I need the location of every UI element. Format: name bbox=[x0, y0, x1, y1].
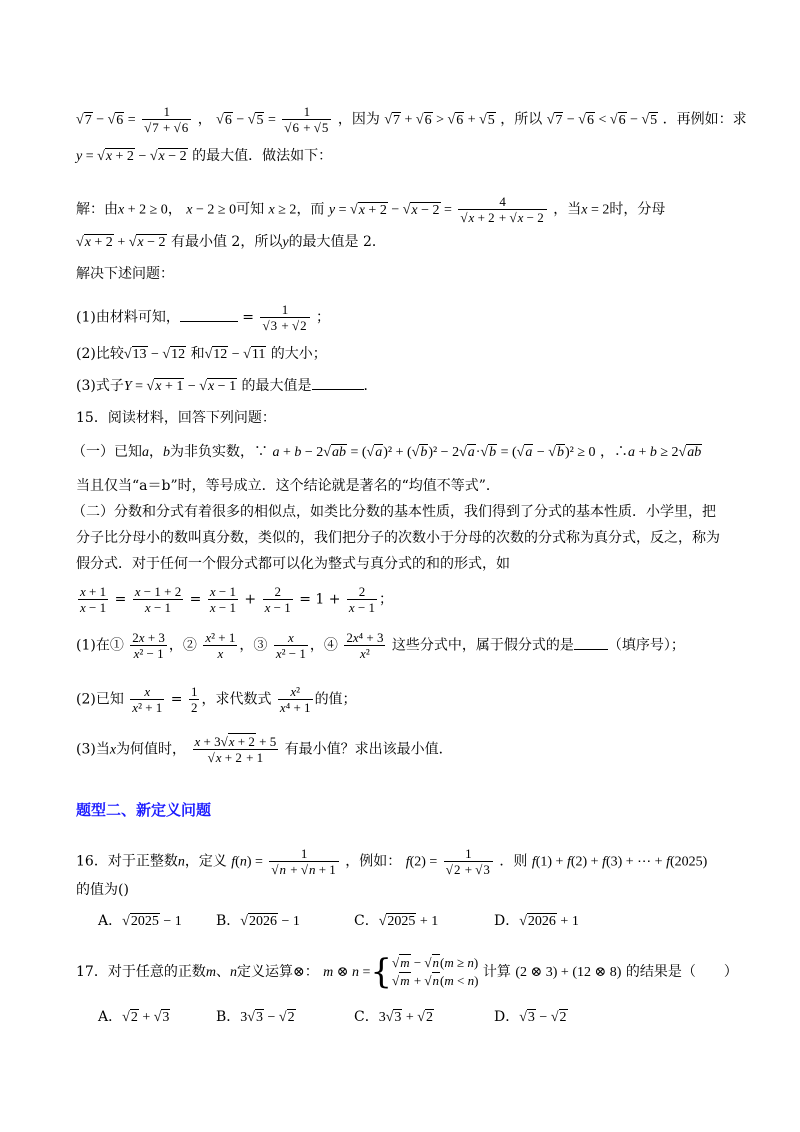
problem-15-part1: （一）已知a，b为非负实数，∵ a + b − 2√ab = (√a)² + (√b)² − 2√a·√b = (√a − √b)² ≥ 0 ，∴a + b ≥ 2√ab bbox=[72, 444, 702, 460]
option-17-a[interactable]: A．√2 + √3 bbox=[98, 1009, 170, 1025]
section-heading: 题型二、新定义问题 bbox=[76, 801, 212, 819]
option-17-b[interactable]: B．3√3 − √2 bbox=[216, 1009, 295, 1025]
material-line-1: √7 − √6 = $\frac{1}{√7 + √6}$ ， √6 − √5 = $\frac{1}{√6 + √5}$ ，因为 √7 + √6 > √6 + √5 ，所以 √7 − √6 < √6 − √5 ．再例如：求 bbox=[76, 104, 747, 135]
option-16-a[interactable]: A．√2025 − 1 bbox=[98, 913, 182, 929]
instruction: 解决下述问题： bbox=[76, 266, 174, 282]
part2-text-2: 分子比分母小的数叫真分数，类似的，我们把分子的次数小于分母的次数的分式称为真分式，反之，称为 bbox=[76, 530, 720, 546]
option-17-d[interactable]: D．√3 − √2 bbox=[494, 1009, 567, 1025]
problem-15-q1: (1)在① $\frac{2x + 3}{\text{x² − 1}}$ ，② $\frac{\text{x² + 1}}{x}$ ，③ $\frac{x}{\text{x² − 1}}$ ，④ $\frac{\text{2x⁴ + 3}}{\text{x²}}$ 这些分式中，属于假分式的是 （填序号）； bbox=[76, 630, 685, 661]
option-16-d[interactable]: D．√2026 + 1 bbox=[494, 913, 579, 929]
part2-text-3: 假分式．对于任何一个假分式都可以化为整式与真分式的和的形式，如 bbox=[76, 556, 510, 572]
part2-text-1: （二）分数和分式有着很多的相似点，如类比分数的基本性质，我们得到了分式的基本性质．小学里，把 bbox=[72, 504, 716, 520]
problem-16: 16．对于正整数n，定义 f(n) = $\frac{1}{√n + √n + 1}$ ，例如： f(2) = $\frac{1}{√2 + √3}$ ．则 f(1) + f(2) + f(3) + ⋯ + f(2025) bbox=[76, 846, 708, 877]
solution-line-2: √x + 2 + √x − 2 有最小值 2，所以y的最大值是 2． bbox=[76, 234, 386, 250]
question-1: (1)由材料可知， = $\frac{1}{√3 + √2}$ ； bbox=[76, 302, 331, 333]
inequality-note: 当且仅当“a＝b”时，等号成立．这个结论就是著名的“均值不等式”． bbox=[76, 478, 500, 494]
option-17-c[interactable]: C．3√3 + √2 bbox=[354, 1009, 433, 1025]
material-line-2: y = √x + 2 − √x − 2 的最大值．做法如下： bbox=[76, 148, 333, 164]
problem-15-title: 15．阅读材料，回答下列问题： bbox=[76, 410, 276, 426]
question-2: (2)比较√13 − √12 和√12 − √11 的大小； bbox=[76, 346, 327, 362]
example-fraction: $\frac{x + 1}{x - 1}$ = $\frac{x - 1 + 2}{x - 1}$ = $\frac{x - 1}{x - 1}$ + $\frac{2}{x - 1}$ = 1 + $\frac{2}{x - 1}$ ； bbox=[80, 584, 394, 615]
option-16-c[interactable]: C．√2025 + 1 bbox=[354, 913, 439, 929]
option-16-b[interactable]: B．√2026 − 1 bbox=[216, 913, 300, 929]
problem-15-q3: (3)当x为何值时， $\frac{x + 3√x + 2 + 5}{√x + 2 + 1}$ 有最小值？求出该最小值． bbox=[76, 734, 453, 765]
problem-16-tail: 的值为() bbox=[76, 882, 129, 898]
question-3: (3)式子Y = √x + 1 − √x − 1 的最大值是 ． bbox=[76, 378, 378, 394]
problem-15-q2: (2)已知 $\frac{x}{\text{x² + 1}}$ = $\frac{1}{2}$ ，求代数式 $\frac{\text{x²}}{\text{x⁴ + 1}}$ 的值； bbox=[76, 684, 357, 715]
problem-17: 17．对于任意的正数m、n定义运算⊗： m ⊗ n ={√m − √n(m ≥ n) √m + √n(m < n) 计算 (2 ⊗ 3) + (12 ⊗ 8) 的结果是（ ） bbox=[76, 952, 738, 992]
solution-line: 解：由x + 2 ≥ 0， x − 2 ≥ 0可知 x ≥ 2，而 y = √x + 2 − √x − 2 = $\frac{4}{√x + 2 + √x - 2}$ ，当x = 2时，分母 bbox=[76, 194, 666, 225]
